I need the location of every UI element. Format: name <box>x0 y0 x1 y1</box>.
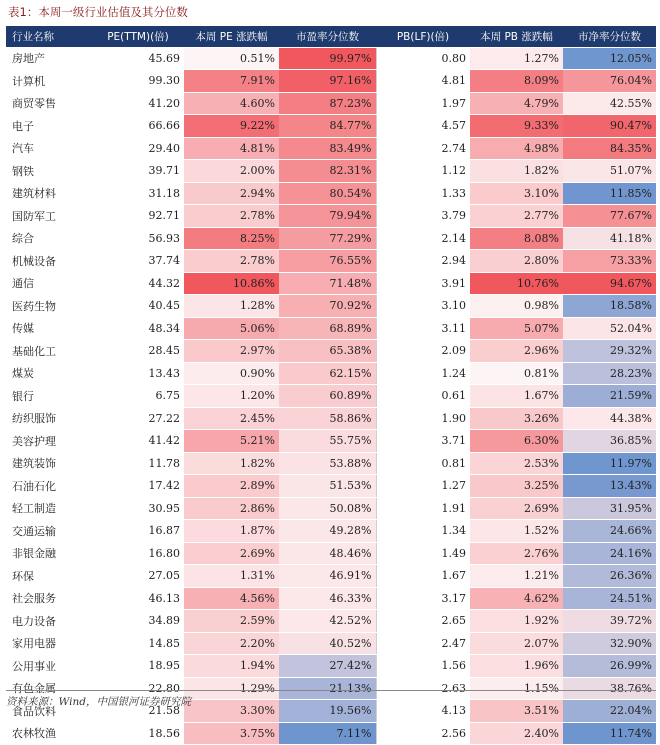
pb-percentile-cell: 73.33% <box>563 250 656 273</box>
pe-value-cell: 39.71 <box>92 160 184 183</box>
pe-change-cell: 4.81% <box>184 137 279 160</box>
pe-percentile-cell: 55.75% <box>279 430 376 453</box>
pe-percentile-cell: 76.55% <box>279 250 376 273</box>
industry-name-cell: 有色金属 <box>6 677 92 700</box>
industry-name-cell: 交通运输 <box>6 520 92 543</box>
source-note: 资料来源：Wind，中国银河证券研究院 <box>6 696 191 708</box>
valuation-table <box>6 26 656 745</box>
pb-percentile-cell: 94.67% <box>563 272 656 295</box>
pe-value-cell: 37.74 <box>92 250 184 273</box>
industry-name-cell: 计算机 <box>6 70 92 93</box>
table-row <box>6 587 656 610</box>
table-row <box>6 250 656 273</box>
pb-percentile-cell: 52.04% <box>563 317 656 340</box>
col-header-pe-change[interactable]: 本周 PE 涨跌幅 <box>184 26 279 47</box>
industry-name-cell: 综合 <box>6 227 92 250</box>
pb-change-cell: 1.92% <box>470 610 563 633</box>
pe-change-cell: 2.78% <box>184 250 279 273</box>
table-row <box>6 542 656 565</box>
pe-value-cell: 18.56 <box>92 722 184 745</box>
industry-name-cell: 国防军工 <box>6 205 92 228</box>
pb-percentile-cell: 11.85% <box>563 182 656 205</box>
pe-percentile-cell: 58.86% <box>279 407 376 430</box>
industry-name-cell: 钢铁 <box>6 160 92 183</box>
pb-change-cell: 2.96% <box>470 340 563 363</box>
pe-percentile-cell: 71.48% <box>279 272 376 295</box>
pb-percentile-cell: 29.32% <box>563 340 656 363</box>
pb-value-cell: 1.27 <box>376 475 470 498</box>
pe-percentile-cell: 68.89% <box>279 317 376 340</box>
industry-name-cell: 煤炭 <box>6 362 92 385</box>
pb-percentile-cell: 90.47% <box>563 115 656 138</box>
pe-value-cell: 31.18 <box>92 182 184 205</box>
industry-name-cell: 汽车 <box>6 137 92 160</box>
pb-value-cell: 3.71 <box>376 430 470 453</box>
table-row <box>6 452 656 475</box>
pb-change-cell: 3.26% <box>470 407 563 430</box>
pb-value-cell: 1.91 <box>376 497 470 520</box>
pb-value-cell: 0.80 <box>376 47 470 70</box>
pb-change-cell: 2.77% <box>470 205 563 228</box>
pe-change-cell: 2.78% <box>184 205 279 228</box>
pb-change-cell: 0.98% <box>470 295 563 318</box>
pe-value-cell: 45.69 <box>92 47 184 70</box>
industry-name-cell: 石油石化 <box>6 475 92 498</box>
pb-percentile-cell: 28.23% <box>563 362 656 385</box>
pe-value-cell: 11.78 <box>92 452 184 475</box>
pe-percentile-cell: 48.46% <box>279 542 376 565</box>
pb-percentile-cell: 51.07% <box>563 160 656 183</box>
pe-change-cell: 2.97% <box>184 340 279 363</box>
pb-change-cell: 3.10% <box>470 182 563 205</box>
pe-percentile-cell: 97.16% <box>279 70 376 93</box>
industry-name-cell: 医药生物 <box>6 295 92 318</box>
pb-value-cell: 4.57 <box>376 115 470 138</box>
pb-percentile-cell: 42.55% <box>563 92 656 115</box>
pe-value-cell: 21.58 <box>92 700 184 723</box>
table-row <box>6 182 656 205</box>
pe-change-cell: 2.59% <box>184 610 279 633</box>
pb-percentile-cell: 77.67% <box>563 205 656 228</box>
table-row <box>6 115 656 138</box>
pe-percentile-cell: 77.29% <box>279 227 376 250</box>
pe-change-cell: 0.90% <box>184 362 279 385</box>
pe-percentile-cell: 50.08% <box>279 497 376 520</box>
pe-change-cell: 2.00% <box>184 160 279 183</box>
pb-value-cell: 1.49 <box>376 542 470 565</box>
pb-change-cell: 4.98% <box>470 137 563 160</box>
pe-value-cell: 22.80 <box>92 677 184 700</box>
pb-value-cell: 1.97 <box>376 92 470 115</box>
pe-percentile-cell: 82.31% <box>279 160 376 183</box>
pb-value-cell: 2.56 <box>376 722 470 745</box>
industry-name-cell: 纺织服饰 <box>6 407 92 430</box>
pe-percentile-cell: 40.52% <box>279 632 376 655</box>
pe-value-cell: 6.75 <box>92 385 184 408</box>
industry-name-cell: 电力设备 <box>6 610 92 633</box>
pb-change-cell: 5.07% <box>470 317 563 340</box>
pe-change-cell: 1.82% <box>184 452 279 475</box>
pb-change-cell: 1.52% <box>470 520 563 543</box>
pb-percentile-cell: 24.51% <box>563 587 656 610</box>
table-row <box>6 632 656 655</box>
table-row <box>6 227 656 250</box>
pb-value-cell: 1.56 <box>376 655 470 678</box>
pe-change-cell: 3.75% <box>184 722 279 745</box>
pb-percentile-cell: 84.35% <box>563 137 656 160</box>
table-row <box>6 160 656 183</box>
pb-value-cell: 2.09 <box>376 340 470 363</box>
footer-rule <box>6 690 656 691</box>
table-row <box>6 317 656 340</box>
industry-name-cell: 食品饮料 <box>6 700 92 723</box>
industry-name-cell: 房地产 <box>6 47 92 70</box>
pe-value-cell: 66.66 <box>92 115 184 138</box>
industry-name-cell: 环保 <box>6 565 92 588</box>
pe-percentile-cell: 51.53% <box>279 475 376 498</box>
pb-value-cell: 4.13 <box>376 700 470 723</box>
pe-change-cell: 1.94% <box>184 655 279 678</box>
pb-value-cell: 2.65 <box>376 610 470 633</box>
industry-name-cell: 家用电器 <box>6 632 92 655</box>
pe-change-cell: 2.89% <box>184 475 279 498</box>
pb-value-cell: 0.61 <box>376 385 470 408</box>
industry-name-cell: 电子 <box>6 115 92 138</box>
table-row <box>6 407 656 430</box>
pb-value-cell: 1.33 <box>376 182 470 205</box>
pb-value-cell: 3.11 <box>376 317 470 340</box>
pb-percentile-cell: 44.38% <box>563 407 656 430</box>
industry-name-cell: 商贸零售 <box>6 92 92 115</box>
pb-value-cell: 3.91 <box>376 272 470 295</box>
pb-change-cell: 1.67% <box>470 385 563 408</box>
pe-value-cell: 30.95 <box>92 497 184 520</box>
pe-change-cell: 2.94% <box>184 182 279 205</box>
pe-change-cell: 7.91% <box>184 70 279 93</box>
industry-name-cell: 轻工制造 <box>6 497 92 520</box>
table-row <box>6 520 656 543</box>
pe-value-cell: 18.95 <box>92 655 184 678</box>
industry-name-cell: 社会服务 <box>6 587 92 610</box>
table-row <box>6 655 656 678</box>
pe-value-cell: 17.42 <box>92 475 184 498</box>
industry-name-cell: 基础化工 <box>6 340 92 363</box>
pb-change-cell: 4.62% <box>470 587 563 610</box>
pb-change-cell: 1.15% <box>470 677 563 700</box>
pb-change-cell: 9.33% <box>470 115 563 138</box>
pb-percentile-cell: 13.43% <box>563 475 656 498</box>
col-header-pb-change[interactable]: 本周 PB 涨跌幅 <box>470 26 563 47</box>
pb-percentile-cell: 38.76% <box>563 677 656 700</box>
pb-change-cell: 2.40% <box>470 722 563 745</box>
pb-change-cell: 0.81% <box>470 362 563 385</box>
pb-value-cell: 1.24 <box>376 362 470 385</box>
pe-change-cell: 1.28% <box>184 295 279 318</box>
pb-value-cell: 0.81 <box>376 452 470 475</box>
pe-value-cell: 44.32 <box>92 272 184 295</box>
pe-percentile-cell: 87.23% <box>279 92 376 115</box>
pb-change-cell: 3.51% <box>470 700 563 723</box>
pe-percentile-cell: 27.42% <box>279 655 376 678</box>
pb-percentile-cell: 11.74% <box>563 722 656 745</box>
pb-change-cell: 2.80% <box>470 250 563 273</box>
pe-percentile-cell: 60.89% <box>279 385 376 408</box>
pe-change-cell: 4.56% <box>184 587 279 610</box>
pe-value-cell: 40.45 <box>92 295 184 318</box>
pe-change-cell: 1.87% <box>184 520 279 543</box>
pb-change-cell: 2.53% <box>470 452 563 475</box>
industry-name-cell: 机械设备 <box>6 250 92 273</box>
industry-name-cell: 银行 <box>6 385 92 408</box>
pb-percentile-cell: 31.95% <box>563 497 656 520</box>
pe-percentile-cell: 79.94% <box>279 205 376 228</box>
pe-value-cell: 48.34 <box>92 317 184 340</box>
pb-change-cell: 1.96% <box>470 655 563 678</box>
industry-name-cell: 通信 <box>6 272 92 295</box>
table-row <box>6 295 656 318</box>
table-row <box>6 272 656 295</box>
pb-percentile-cell: 26.36% <box>563 565 656 588</box>
pb-percentile-cell: 11.97% <box>563 452 656 475</box>
pe-change-cell: 8.25% <box>184 227 279 250</box>
table-row <box>6 497 656 520</box>
table-row <box>6 362 656 385</box>
pb-change-cell: 2.07% <box>470 632 563 655</box>
pe-value-cell: 46.13 <box>92 587 184 610</box>
col-header-pe[interactable]: PE(TTM)(倍) <box>92 26 184 47</box>
pe-change-cell: 0.51% <box>184 47 279 70</box>
pe-percentile-cell: 46.91% <box>279 565 376 588</box>
pb-percentile-cell: 39.72% <box>563 610 656 633</box>
pb-percentile-cell: 36.85% <box>563 430 656 453</box>
table-row <box>6 565 656 588</box>
pb-value-cell: 2.74 <box>376 137 470 160</box>
col-header-pb-percentile[interactable]: 市净率分位数 <box>563 26 656 47</box>
pe-change-cell: 4.60% <box>184 92 279 115</box>
pe-percentile-cell: 53.88% <box>279 452 376 475</box>
pe-value-cell: 27.05 <box>92 565 184 588</box>
pe-value-cell: 41.42 <box>92 430 184 453</box>
pb-change-cell: 3.25% <box>470 475 563 498</box>
pe-value-cell: 14.85 <box>92 632 184 655</box>
pe-value-cell: 27.22 <box>92 407 184 430</box>
pe-change-cell: 2.86% <box>184 497 279 520</box>
pe-percentile-cell: 65.38% <box>279 340 376 363</box>
pe-value-cell: 29.40 <box>92 137 184 160</box>
pe-change-cell: 1.31% <box>184 565 279 588</box>
table-row <box>6 70 656 93</box>
pe-percentile-cell: 99.97% <box>279 47 376 70</box>
pe-change-cell: 10.86% <box>184 272 279 295</box>
pb-change-cell: 10.76% <box>470 272 563 295</box>
pb-value-cell: 1.67 <box>376 565 470 588</box>
pe-percentile-cell: 84.77% <box>279 115 376 138</box>
table-row <box>6 47 656 70</box>
pe-change-cell: 9.22% <box>184 115 279 138</box>
pb-value-cell: 3.10 <box>376 295 470 318</box>
pe-value-cell: 56.93 <box>92 227 184 250</box>
pb-percentile-cell: 32.90% <box>563 632 656 655</box>
pb-change-cell: 1.82% <box>470 160 563 183</box>
pb-change-cell: 1.27% <box>470 47 563 70</box>
pe-change-cell: 1.29% <box>184 677 279 700</box>
pb-value-cell: 2.94 <box>376 250 470 273</box>
industry-name-cell: 建筑材料 <box>6 182 92 205</box>
pe-value-cell: 16.87 <box>92 520 184 543</box>
pb-percentile-cell: 18.58% <box>563 295 656 318</box>
pb-percentile-cell: 41.18% <box>563 227 656 250</box>
pe-change-cell: 2.45% <box>184 407 279 430</box>
pe-change-cell: 3.30% <box>184 700 279 723</box>
pe-value-cell: 92.71 <box>92 205 184 228</box>
pe-value-cell: 41.20 <box>92 92 184 115</box>
pe-value-cell: 34.89 <box>92 610 184 633</box>
pb-change-cell: 8.09% <box>470 70 563 93</box>
pb-percentile-cell: 22.04% <box>563 700 656 723</box>
industry-name-cell: 公用事业 <box>6 655 92 678</box>
pb-value-cell: 4.81 <box>376 70 470 93</box>
pe-value-cell: 16.80 <box>92 542 184 565</box>
pb-value-cell: 2.63 <box>376 677 470 700</box>
pb-change-cell: 2.69% <box>470 497 563 520</box>
col-header-industry[interactable]: 行业名称 <box>6 26 92 47</box>
table-row <box>6 137 656 160</box>
pe-percentile-cell: 83.49% <box>279 137 376 160</box>
table-row <box>6 340 656 363</box>
industry-name-cell: 传媒 <box>6 317 92 340</box>
pe-change-cell: 1.20% <box>184 385 279 408</box>
col-header-pe-percentile[interactable]: 市盈率分位数 <box>279 26 376 47</box>
pb-value-cell: 3.17 <box>376 587 470 610</box>
table-row <box>6 205 656 228</box>
pb-value-cell: 1.34 <box>376 520 470 543</box>
pe-value-cell: 99.30 <box>92 70 184 93</box>
pb-change-cell: 6.30% <box>470 430 563 453</box>
pb-percentile-cell: 24.66% <box>563 520 656 543</box>
pb-value-cell: 1.90 <box>376 407 470 430</box>
pe-percentile-cell: 49.28% <box>279 520 376 543</box>
pb-value-cell: 1.12 <box>376 160 470 183</box>
header-row <box>6 26 656 47</box>
industry-name-cell: 农林牧渔 <box>6 722 92 745</box>
pb-change-cell: 8.08% <box>470 227 563 250</box>
pe-percentile-cell: 21.13% <box>279 677 376 700</box>
pb-change-cell: 4.79% <box>470 92 563 115</box>
pb-percentile-cell: 21.59% <box>563 385 656 408</box>
table-row <box>6 385 656 408</box>
pb-value-cell: 3.79 <box>376 205 470 228</box>
pe-percentile-cell: 42.52% <box>279 610 376 633</box>
industry-name-cell: 非银金融 <box>6 542 92 565</box>
industry-name-cell: 建筑装饰 <box>6 452 92 475</box>
pb-change-cell: 2.76% <box>470 542 563 565</box>
pb-percentile-cell: 26.99% <box>563 655 656 678</box>
table-row <box>6 722 656 745</box>
pe-change-cell: 2.20% <box>184 632 279 655</box>
table-row <box>6 430 656 453</box>
pb-percentile-cell: 12.05% <box>563 47 656 70</box>
table-row <box>6 610 656 633</box>
table-title: 表1：本周一级行业估值及其分位数 <box>8 5 188 19</box>
table-row <box>6 92 656 115</box>
pe-percentile-cell: 7.11% <box>279 722 376 745</box>
pb-value-cell: 2.47 <box>376 632 470 655</box>
pe-value-cell: 28.45 <box>92 340 184 363</box>
pb-value-cell: 2.14 <box>376 227 470 250</box>
col-header-pb[interactable]: PB(LF)(倍) <box>376 26 470 47</box>
table-row <box>6 475 656 498</box>
pe-percentile-cell: 70.92% <box>279 295 376 318</box>
pb-percentile-cell: 24.16% <box>563 542 656 565</box>
pe-percentile-cell: 19.56% <box>279 700 376 723</box>
pe-change-cell: 2.69% <box>184 542 279 565</box>
pe-change-cell: 5.06% <box>184 317 279 340</box>
pb-percentile-cell: 76.04% <box>563 70 656 93</box>
pe-percentile-cell: 46.33% <box>279 587 376 610</box>
pe-change-cell: 5.21% <box>184 430 279 453</box>
pb-change-cell: 1.21% <box>470 565 563 588</box>
pe-percentile-cell: 80.54% <box>279 182 376 205</box>
industry-name-cell: 美容护理 <box>6 430 92 453</box>
pe-value-cell: 13.43 <box>92 362 184 385</box>
pe-percentile-cell: 62.15% <box>279 362 376 385</box>
